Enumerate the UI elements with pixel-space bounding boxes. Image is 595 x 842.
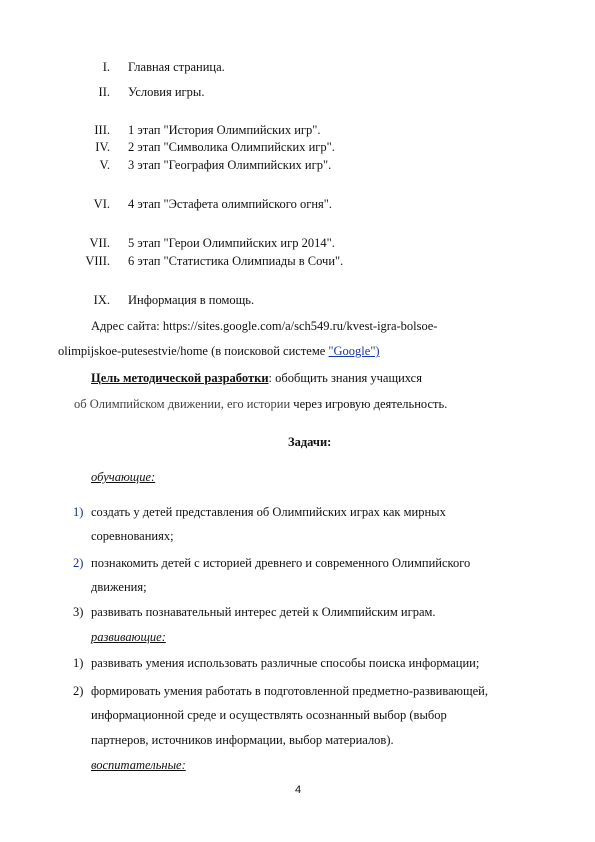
toc-item: 1 этап "История Олимпийских игр". bbox=[128, 123, 321, 137]
list-number: 1) bbox=[73, 656, 84, 670]
toc-number: II. bbox=[98, 85, 110, 99]
toc-number: III. bbox=[94, 123, 110, 137]
google-link[interactable]: "Google") bbox=[328, 344, 380, 358]
list-item-text: формировать умения работать в подготовленной предметно-развивающей, bbox=[91, 684, 488, 698]
list-item-text: развивать умения использовать различные способы поиска информации; bbox=[91, 656, 480, 670]
site-address-continued bbox=[58, 343, 380, 359]
toc-number: VI. bbox=[93, 197, 110, 211]
toc-number: IV. bbox=[95, 140, 110, 154]
list-number: 2) bbox=[73, 684, 84, 698]
section-educational: воспитательные: bbox=[91, 758, 186, 772]
toc-item: 5 этап "Герои Олимпийских игр 2014". bbox=[128, 236, 335, 250]
list-item-text: движения; bbox=[91, 580, 147, 594]
list-item-text: информационной среде и осуществлять осознанный выбор (выбор bbox=[91, 708, 447, 722]
list-number: 2) bbox=[73, 556, 84, 570]
goal-line bbox=[91, 370, 422, 386]
goal-label: Цель методической разработки bbox=[91, 371, 269, 385]
page-number: 4 bbox=[295, 784, 302, 796]
site-address: Адрес сайта: https://sites.google.com/a/sch549.ru/kvest-igra-bolsoe- bbox=[91, 319, 438, 333]
tasks-heading: Задачи: bbox=[288, 435, 332, 449]
list-number: 3) bbox=[73, 605, 84, 619]
section-teaching: обучающие: bbox=[91, 470, 156, 484]
list-item-text: познакомить детей с историей древнего и современного Олимпийского bbox=[91, 556, 471, 570]
toc-item: 4 этап "Эстафета олимпийского огня". bbox=[128, 197, 333, 211]
toc-item: Информация в помощь. bbox=[128, 293, 255, 307]
toc-number: I. bbox=[102, 60, 110, 74]
section-developing: развивающие: bbox=[91, 630, 166, 644]
toc-item: 3 этап "География Олимпийских игр". bbox=[128, 158, 332, 172]
toc-item: Условия игры. bbox=[128, 85, 205, 99]
toc-item: Главная страница. bbox=[128, 60, 225, 74]
goal-text-rest: через игровую деятельность. bbox=[293, 397, 448, 411]
site-address-text: olimpijskoe-putesestvie/home (в поисковой системе bbox=[58, 344, 329, 358]
toc-item: 2 этап "Символика Олимпийских игр". bbox=[128, 140, 335, 154]
toc-number: IX. bbox=[93, 293, 110, 307]
goal-text-gray: об Олимпийском движении, его истории bbox=[74, 397, 294, 411]
list-number: 1) bbox=[73, 505, 84, 519]
goal-line-continued bbox=[74, 396, 447, 412]
list-item-text: партнеров, источников информации, выбор материалов). bbox=[91, 733, 394, 747]
toc-number: V. bbox=[99, 158, 110, 172]
toc-number: VII. bbox=[89, 236, 110, 250]
toc-number: VIII. bbox=[85, 254, 110, 268]
list-item-text: соревнованиях; bbox=[91, 529, 174, 543]
toc-item: 6 этап "Статистика Олимпиады в Сочи". bbox=[128, 254, 344, 268]
goal-text: : обобщить знания учащихся bbox=[268, 371, 422, 385]
list-item-text: развивать познавательный интерес детей к Олимпийским играм. bbox=[91, 605, 436, 619]
list-item-text: создать у детей представления об Олимпийских играх как мирных bbox=[91, 505, 446, 519]
